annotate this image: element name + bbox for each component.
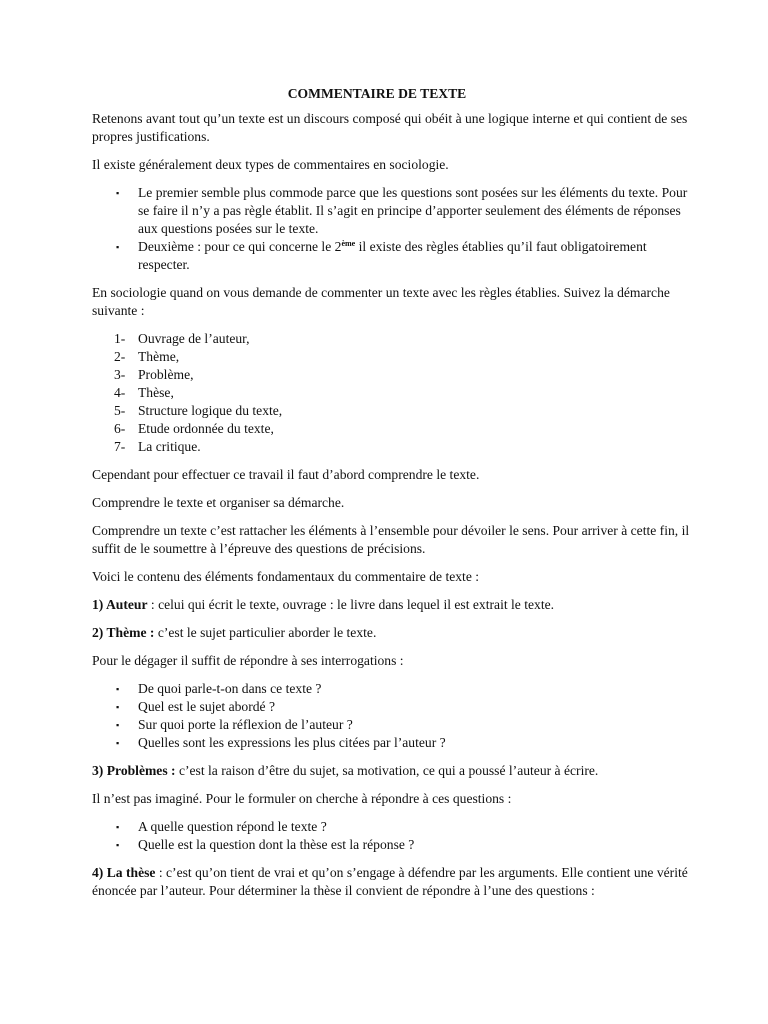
list-item: [92, 184, 692, 238]
list-item-text: A quelle question répond le texte ?: [138, 819, 327, 834]
bullet-icon: ▪: [116, 188, 120, 198]
list-number: 2-: [114, 349, 126, 364]
list-item-text: Ouvrage de l’auteur,: [138, 331, 250, 346]
list-item: [92, 734, 692, 752]
section-heading-these: 4) La thèse: [92, 865, 156, 880]
document-body: [92, 85, 692, 910]
list-item-text: Quel est le sujet abordé ?: [138, 699, 276, 714]
list-item: [92, 330, 692, 348]
bullet-icon: ▪: [116, 242, 120, 252]
list-item: [92, 420, 692, 438]
list-number: 3-: [114, 367, 126, 382]
probleme-questions-list: [92, 818, 692, 854]
list-item: [92, 698, 692, 716]
auteur-text: : celui qui écrit le texte, ouvrage : le livre dans lequel il est extrait le texte.: [147, 597, 555, 612]
list-item-text: Structure logique du texte,: [138, 403, 283, 418]
degager-paragraph: Pour le dégager il suffit de répondre à ses interrogations :: [92, 653, 404, 668]
problemes-paragraph: [92, 762, 692, 780]
list-number: 5-: [114, 403, 126, 418]
list-item-text: Etude ordonnée du texte,: [138, 421, 274, 436]
list-number: 4-: [114, 385, 126, 400]
list-item: [92, 818, 692, 836]
types-list: [92, 184, 692, 274]
section-heading-auteur: 1) Auteur: [92, 597, 148, 612]
list-number: 1-: [114, 331, 126, 346]
intro-paragraph: Retenons avant tout qu’un texte est un discours composé qui obéit à une logique interne et qui contient de ses propres justifications.: [92, 111, 688, 144]
imagine-paragraph: Il n’est pas imaginé. Pour le formuler on cherche à répondre à ces questions :: [92, 791, 512, 806]
list-item: [92, 348, 692, 366]
cependant-paragraph: Cependant pour effectuer ce travail il faut d’abord comprendre le texte.: [92, 467, 480, 482]
these-paragraph: [92, 864, 692, 900]
these-text: : c’est qu’on tient de vrai et qu’on s’engage à défendre par les arguments. Elle contient une vérité énoncée par l’auteur. Pour déterminer la thèse il convient de répondre à l’une des questions :: [92, 865, 688, 898]
list-item: [92, 366, 692, 384]
superscript-ordinal: ème: [341, 239, 356, 248]
bullet-icon: ▪: [116, 822, 120, 832]
list-number: 6-: [114, 421, 126, 436]
steps-list: [92, 330, 692, 456]
list-item: [92, 384, 692, 402]
bullet-icon: ▪: [116, 720, 120, 730]
types-paragraph: Il existe généralement deux types de commentaires en sociologie.: [92, 157, 449, 172]
list-item-text: Thème,: [138, 349, 180, 364]
theme-paragraph: [92, 624, 692, 642]
section-heading-theme: 2) Thème :: [92, 625, 155, 640]
bullet-icon: ▪: [116, 738, 120, 748]
comprendre-paragraph: Comprendre le texte et organiser sa démarche.: [92, 495, 345, 510]
bullet-icon: ▪: [116, 840, 120, 850]
list-item-text: Quelles sont les expressions les plus citées par l’auteur ?: [138, 735, 446, 750]
list-item-text: Le premier semble plus commode parce que les questions sont posées sur les éléments du texte. Pour se faire il n’y a pas règle établit. Il s’agit en principe d’apporter seulement des éléments de réponses aux questions posées sur le texte.: [138, 185, 688, 236]
list-item-text-end: il existe des règles établies qu’il faut obligatoirement respecter.: [138, 239, 647, 272]
section-heading-problemes: 3) Problèmes :: [92, 763, 176, 778]
list-item-text: La critique.: [138, 439, 201, 454]
document-title: COMMENTAIRE DE TEXTE: [287, 86, 467, 101]
list-item: [92, 836, 692, 854]
bullet-icon: ▪: [116, 684, 120, 694]
contenu-paragraph: Voici le contenu des éléments fondamentaux du commentaire de texte :: [92, 569, 480, 584]
theme-text: c’est le sujet particulier aborder le texte.: [154, 625, 377, 640]
demarche-paragraph: En sociologie quand on vous demande de commenter un texte avec les règles établies. Suivez la démarche suivante :: [92, 285, 670, 318]
list-item-text: Thèse,: [138, 385, 174, 400]
list-number: 7-: [114, 439, 126, 454]
list-item-text: Quelle est la question dont la thèse est la réponse ?: [138, 837, 415, 852]
list-item: [92, 238, 692, 274]
list-item-text: Problème,: [138, 367, 194, 382]
bullet-icon: ▪: [116, 702, 120, 712]
problemes-text: c’est la raison d’être du sujet, sa motivation, ce qui a poussé l’auteur à écrire.: [175, 763, 599, 778]
list-item-text: Sur quoi porte la réflexion de l’auteur ?: [138, 717, 353, 732]
list-item: [92, 716, 692, 734]
list-item: [92, 402, 692, 420]
auteur-paragraph: [92, 596, 692, 614]
theme-questions-list: [92, 680, 692, 752]
list-item-text: De quoi parle-t-on dans ce texte ?: [138, 681, 322, 696]
list-item: [92, 680, 692, 698]
list-item-text-start: Deuxième : pour ce qui concerne le 2: [138, 239, 342, 254]
list-item: [92, 438, 692, 456]
rattacher-paragraph: Comprendre un texte c’est rattacher les éléments à l’ensemble pour dévoiler le sens. Pour arriver à cette fin, il suffit de le soumettre à l’épreuve des questions de précisions.: [92, 523, 690, 556]
